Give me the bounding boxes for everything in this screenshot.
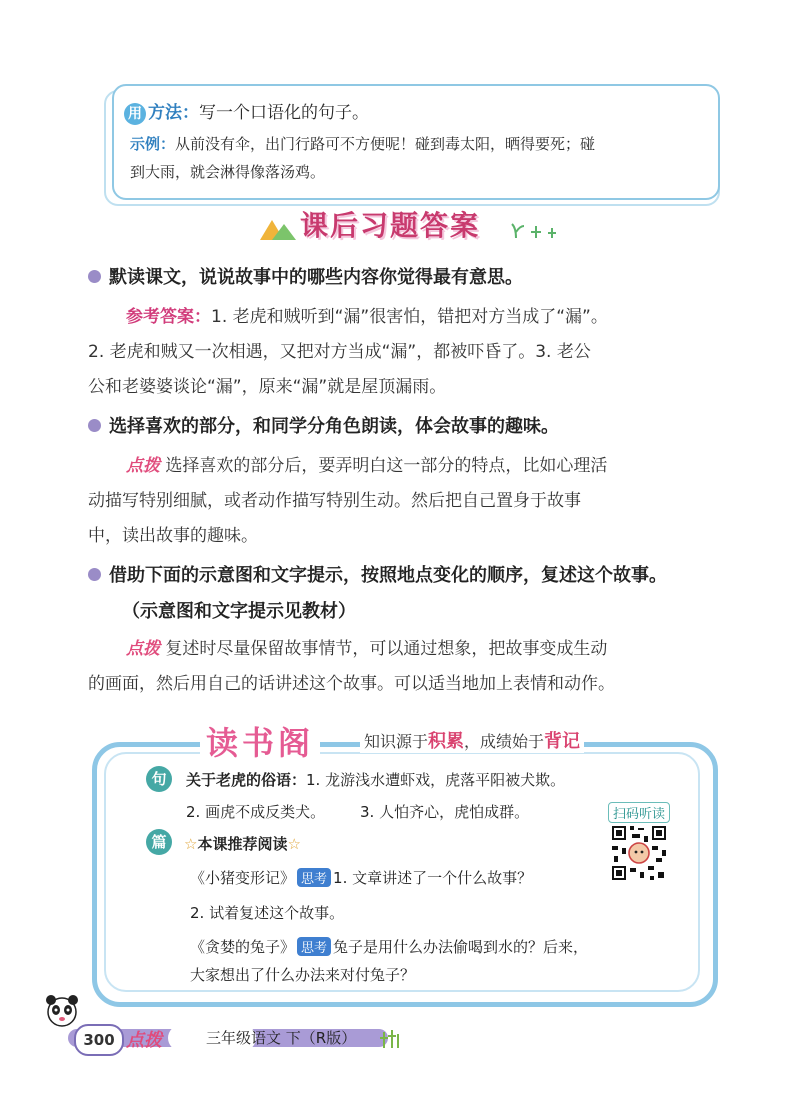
book-1-question: 1. 文章讲述了一个什么故事？	[333, 869, 533, 887]
qr-code-icon[interactable]	[610, 824, 668, 882]
article-tag	[146, 829, 172, 855]
recommend-line	[184, 833, 301, 854]
motto-part-d: 背记	[544, 731, 581, 752]
answer-1-line-2: 2. 老虎和贼又一次相遇，又把对方当成“漏”，都被吓昏了。3. 老公	[88, 342, 591, 362]
grass-icon	[378, 1026, 404, 1050]
tip-2-line-2: 动描写特别细腻，或者动作描写特别生动。然后把自己置身于故事	[88, 491, 581, 511]
question-1	[88, 263, 738, 289]
reading-motto	[360, 727, 584, 753]
example-line-2: 到大雨，就会淋得像落汤鸡。	[130, 163, 326, 181]
example-text-1: 从前没有伞，出门行路可不方便呢！碰到毒太阳，晒得要死；碰	[175, 135, 596, 153]
star-icon: ☆	[287, 835, 301, 853]
tip-2-line-3: 中，读出故事的趣味。	[88, 526, 258, 546]
answer-label: 参考答案：	[126, 307, 211, 327]
tip-label: 点拨	[126, 456, 160, 476]
motto-part-b: 积累	[428, 731, 465, 752]
tip-3-line-2: 的画面，然后用自己的话讲述这个故事。可以适当地加上表情和动作。	[88, 674, 615, 694]
tip-3-line-1	[88, 632, 728, 667]
proverb-line-2: 2. 画虎不成反类犬。	[186, 803, 326, 821]
tip-label: 点拨	[126, 639, 160, 659]
method-line	[124, 98, 369, 125]
reading-title: 读书阁	[200, 718, 320, 764]
star-icon: ☆	[184, 835, 198, 853]
question-3	[88, 561, 738, 587]
question-3-note: （示意图和文字提示见教材）	[122, 601, 356, 622]
tip-2-text-1: 选择喜欢的部分后，要弄明白这一部分的特点，比如心理活	[165, 456, 608, 476]
recommend-label: 本课推荐阅读	[197, 835, 288, 853]
question-1-text: 默读课文，说说故事中的哪些内容你觉得最有意思。	[109, 267, 523, 288]
book-1-question-2: 2. 试着复述这个故事。	[190, 904, 345, 922]
proverb-label: 关于老虎的俗语：	[186, 771, 307, 789]
bullet-icon	[88, 419, 101, 432]
sentence-tag-label: 句	[146, 766, 172, 792]
example-label: 示例：	[130, 135, 176, 153]
panda-mascot-icon	[42, 990, 82, 1030]
book-1-title: 《小猪变形记》	[190, 869, 296, 887]
book-1-line	[190, 867, 532, 888]
example-line-1	[130, 130, 708, 158]
tip-2-line-1	[88, 449, 728, 484]
think-tag: 思考	[297, 868, 331, 887]
section-title: 课后习题答案	[300, 209, 481, 242]
book-2-title: 《贪婪的兔子》	[190, 938, 296, 956]
page-number: 300	[74, 1024, 124, 1056]
proverb-line-1	[186, 769, 565, 790]
footer-brand: 点拨	[126, 1030, 162, 1051]
sentence-tag	[146, 766, 172, 792]
answer-1-text-1: 1. 老虎和贼听到“漏”很害怕，错把对方当成了“漏”。	[211, 307, 608, 327]
think-tag: 思考	[297, 937, 331, 956]
bullet-icon	[88, 270, 101, 283]
method-label: 方法：	[148, 103, 199, 123]
footer-book-title: 三年级语文 下（R版）	[206, 1029, 357, 1047]
answer-1-line-1	[88, 300, 728, 335]
proverb-text-1: 1. 龙游浅水遭虾戏，虎落平阳被犬欺。	[306, 771, 566, 789]
method-tag: 用	[124, 103, 146, 125]
question-3-text: 借助下面的示意图和文字提示，按照地点变化的顺序，复述这个故事。	[109, 565, 667, 586]
motto-part-a: 知识源于	[364, 732, 429, 751]
proverb-line-3: 3. 人怕齐心，虎怕成群。	[360, 803, 530, 821]
bullet-icon	[88, 568, 101, 581]
mountain-icon	[258, 214, 298, 242]
sprout-icon	[510, 218, 560, 240]
article-tag-label: 篇	[146, 829, 172, 855]
answer-1-line-3: 公和老婆婆谈论“漏”，原来“漏”就是屋顶漏雨。	[88, 377, 447, 397]
book-2-question-2: 大家想出了什么办法来对付兔子？	[190, 966, 416, 984]
question-2-text: 选择喜欢的部分，和同学分角色朗读，体会故事的趣味。	[109, 416, 559, 437]
motto-part-c: ，成绩始于	[464, 732, 545, 751]
tip-3-text-1: 复述时尽量保留故事情节，可以通过想象，把故事变成生动	[165, 639, 608, 659]
scan-label[interactable]: 扫码听读	[608, 802, 670, 823]
book-2-question-1: 兔子是用什么办法偷喝到水的？后来，	[333, 938, 589, 956]
book-2-line	[190, 936, 588, 957]
question-2	[88, 412, 738, 438]
method-text: 写一个口语化的句子。	[199, 103, 369, 123]
